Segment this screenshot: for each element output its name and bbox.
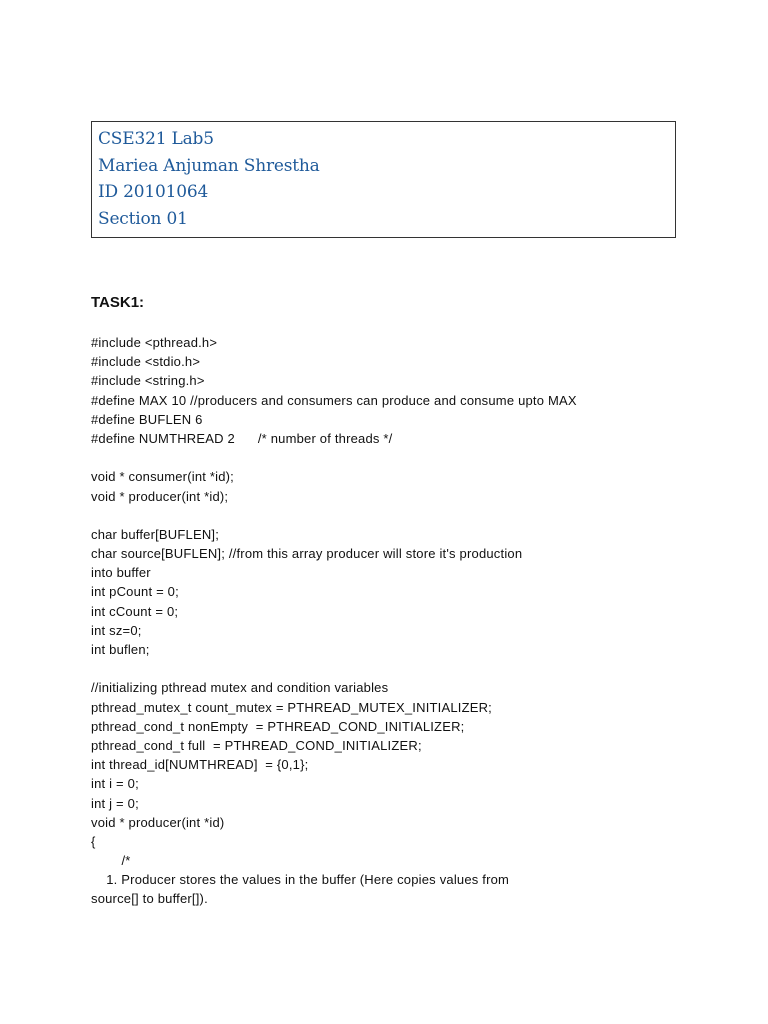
code-line: int j = 0; — [91, 795, 139, 811]
code-line — [91, 448, 691, 467]
code-line: int thread_id[NUMTHREAD] = {0,1}; — [91, 757, 309, 773]
student-id: ID 20101064 — [98, 182, 209, 202]
code-line: pthread_cond_t full = PTHREAD_COND_INITIALIZER; — [91, 737, 422, 753]
code-line: int sz=0; — [91, 622, 142, 638]
code-line: /* — [91, 853, 131, 869]
code-line: pthread_cond_t nonEmpty = PTHREAD_COND_INITIALIZER; — [91, 718, 465, 734]
code-line: #define MAX 10 //producers and consumers can produce and consume upto MAX — [91, 392, 577, 408]
code-line: void * producer(int *id); — [91, 488, 229, 504]
code-line: int cCount = 0; — [91, 603, 179, 619]
code-line: source[] to buffer[]). — [91, 891, 208, 907]
code-block — [91, 333, 691, 909]
code-line: char source[BUFLEN]; //from this array producer will store it's production — [91, 546, 523, 562]
code-line: #define NUMTHREAD 2 /* number of threads */ — [91, 430, 393, 446]
code-line: char buffer[BUFLEN]; — [91, 526, 220, 542]
section-number: Section 01 — [98, 208, 188, 229]
code-line: #include <string.h> — [91, 373, 205, 389]
code-line: int i = 0; — [91, 776, 139, 792]
code-line: void * producer(int *id) — [91, 814, 225, 830]
code-line: { — [91, 833, 96, 849]
code-line — [91, 659, 691, 678]
code-line: pthread_mutex_t count_mutex = PTHREAD_MUTEX_INITIALIZER; — [91, 699, 492, 715]
code-line: into buffer — [91, 565, 151, 581]
task-heading: TASK1: — [91, 294, 145, 311]
code-line: #define BUFLEN 6 — [91, 411, 203, 427]
code-line: //initializing pthread mutex and condition variables — [91, 680, 389, 696]
author-name: Mariea Anjuman Shrestha — [98, 155, 320, 176]
code-line: #include <stdio.h> — [91, 354, 201, 370]
code-line: void * consumer(int *id); — [91, 469, 234, 485]
title-box — [91, 121, 676, 238]
code-line: 1. Producer stores the values in the buffer (Here copies values from — [91, 872, 510, 888]
code-line: #include <pthread.h> — [91, 335, 218, 350]
code-line: int pCount = 0; — [91, 584, 179, 600]
course-title: CSE321 Lab5 — [98, 129, 214, 149]
code-line — [91, 506, 691, 525]
code-line: int buflen; — [91, 642, 150, 657]
